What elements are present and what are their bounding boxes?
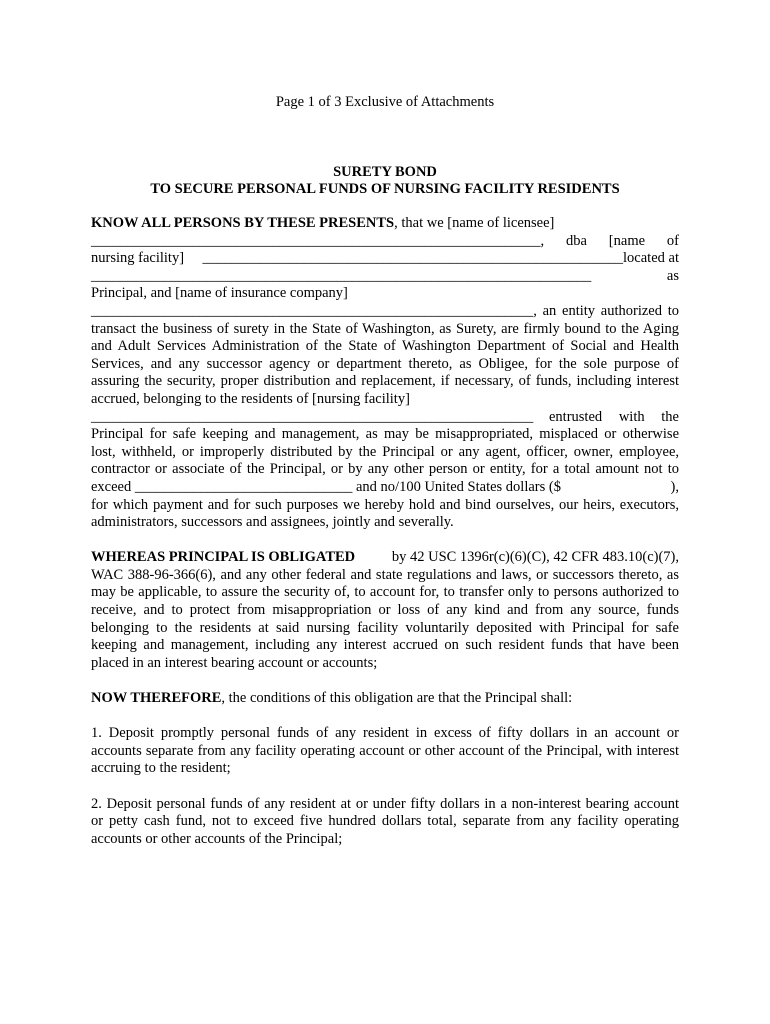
item1-line: accruing to the resident; <box>91 760 231 777</box>
para2-line: receive, and to protect from misappropriation or loss of any kind and from any source, funds <box>91 602 679 619</box>
item2-line: or petty cash fund, not to exceed five hundred dollars total, separate from any facility operating <box>91 813 679 830</box>
para3-text: , the conditions of this obligation are that the Principal shall: <box>221 690 573 707</box>
location-blank-line: _____________________________________________________________________ as <box>91 267 679 284</box>
nursing-facility-label: nursing facility] <box>91 250 185 267</box>
para1-line: accrued, belonging to the residents of [nursing facility] <box>91 390 410 407</box>
para1-line: lost, withheld, or improperly distributed by the Principal or any agent, officer, owner, employee, <box>91 443 679 460</box>
para1-line: Services, and any successor agency or department thereto, as Obligee, for the sole purpose of <box>91 355 679 372</box>
para1-lead: KNOW ALL PERSONS BY THESE PRESENTS <box>91 215 395 231</box>
para2-line: may be applicable, to assure the security of, to account for, to transfer only to persons authorized to <box>91 584 679 601</box>
para1-line: Principal for safe keeping and management, as may be misappropriated, misplaced or otherwise <box>91 426 679 443</box>
amount-blank: exceed ______________________________ and no/100 United States dollars ($ <box>91 478 561 495</box>
nursing-facility-blank: __________________________________________________________located at <box>202 250 679 267</box>
para2-line: belonging to the residents at said nursing facility voluntarily deposited with Principal for safe <box>91 619 679 636</box>
para3-lead: NOW THEREFORE <box>91 690 222 707</box>
para2-lead: WHEREAS PRINCIPAL IS OBLIGATED <box>91 549 356 566</box>
para1-line: assuring the security, proper distribution and replacement, if necessary, of funds, including interest <box>91 373 679 390</box>
para2-line <box>91 549 679 567</box>
facility-blank-line <box>91 409 679 427</box>
entrusted-text: entrusted with the <box>549 408 679 425</box>
amount-close: ), <box>670 478 679 495</box>
para2-text: by 42 USC 1396r(c)(6)(C), 42 CFR 483.10(c)(7), <box>391 549 679 566</box>
para2-line: keeping and management, including any interest accrued on such resident funds that have been <box>91 637 679 654</box>
item2-line: accounts or other accounts of the Principal; <box>91 830 343 847</box>
para1-line: transact the business of surety in the State of Washington, as Surety, are firmly bound to the Aging <box>91 320 679 337</box>
insurance-blank-line: _____________________________________________________________, an entity authorized to <box>91 302 679 319</box>
item1-line: accounts separate from any facility operating account or other account of the Principal, with interest <box>91 742 679 759</box>
para1-text: , that we [name of licensee] <box>394 215 555 231</box>
para1-line: administrators, successors and assignees, jointly and severally. <box>91 514 454 531</box>
para1-line: contractor or associate of the Principal, or by any other person or entity, for a total amount not to <box>91 461 679 478</box>
para1-line: for which payment and for such purposes we hereby hold and bind ourselves, our heirs, executors, <box>91 496 679 513</box>
item1-line: 1. Deposit promptly personal funds of any resident in excess of fifty dollars in an account or <box>91 725 679 742</box>
document-subtitle: TO SECURE PERSONAL FUNDS OF NURSING FACILITY RESIDENTS <box>150 181 620 197</box>
document-title: SURETY BOND <box>333 164 437 180</box>
nursing-facility-line <box>91 250 679 268</box>
page-header: Page 1 of 3 Exclusive of Attachments <box>275 94 495 110</box>
para2-line: WAC 388-96-366(6), and any other federal and state regulations and laws, or successors thereto, as <box>91 566 679 583</box>
para3-line <box>91 690 679 708</box>
item2-line: 2. Deposit personal funds of any resident at or under fifty dollars in a non-interest bearing account <box>91 795 679 812</box>
para1-line: and Adult Services Administration of the State of Washington Department of Social and Health <box>91 338 679 355</box>
facility-blank: _____________________________________________________________ <box>91 408 534 425</box>
para2-line: placed in an interest bearing account or accounts; <box>91 654 378 671</box>
licensee-blank-line: ______________________________________________________________, dba [name of <box>91 232 679 249</box>
para1-line: Principal, and [name of insurance company] <box>91 285 348 302</box>
document-body <box>91 215 679 848</box>
amount-line <box>91 479 679 497</box>
para1-line <box>91 215 679 233</box>
